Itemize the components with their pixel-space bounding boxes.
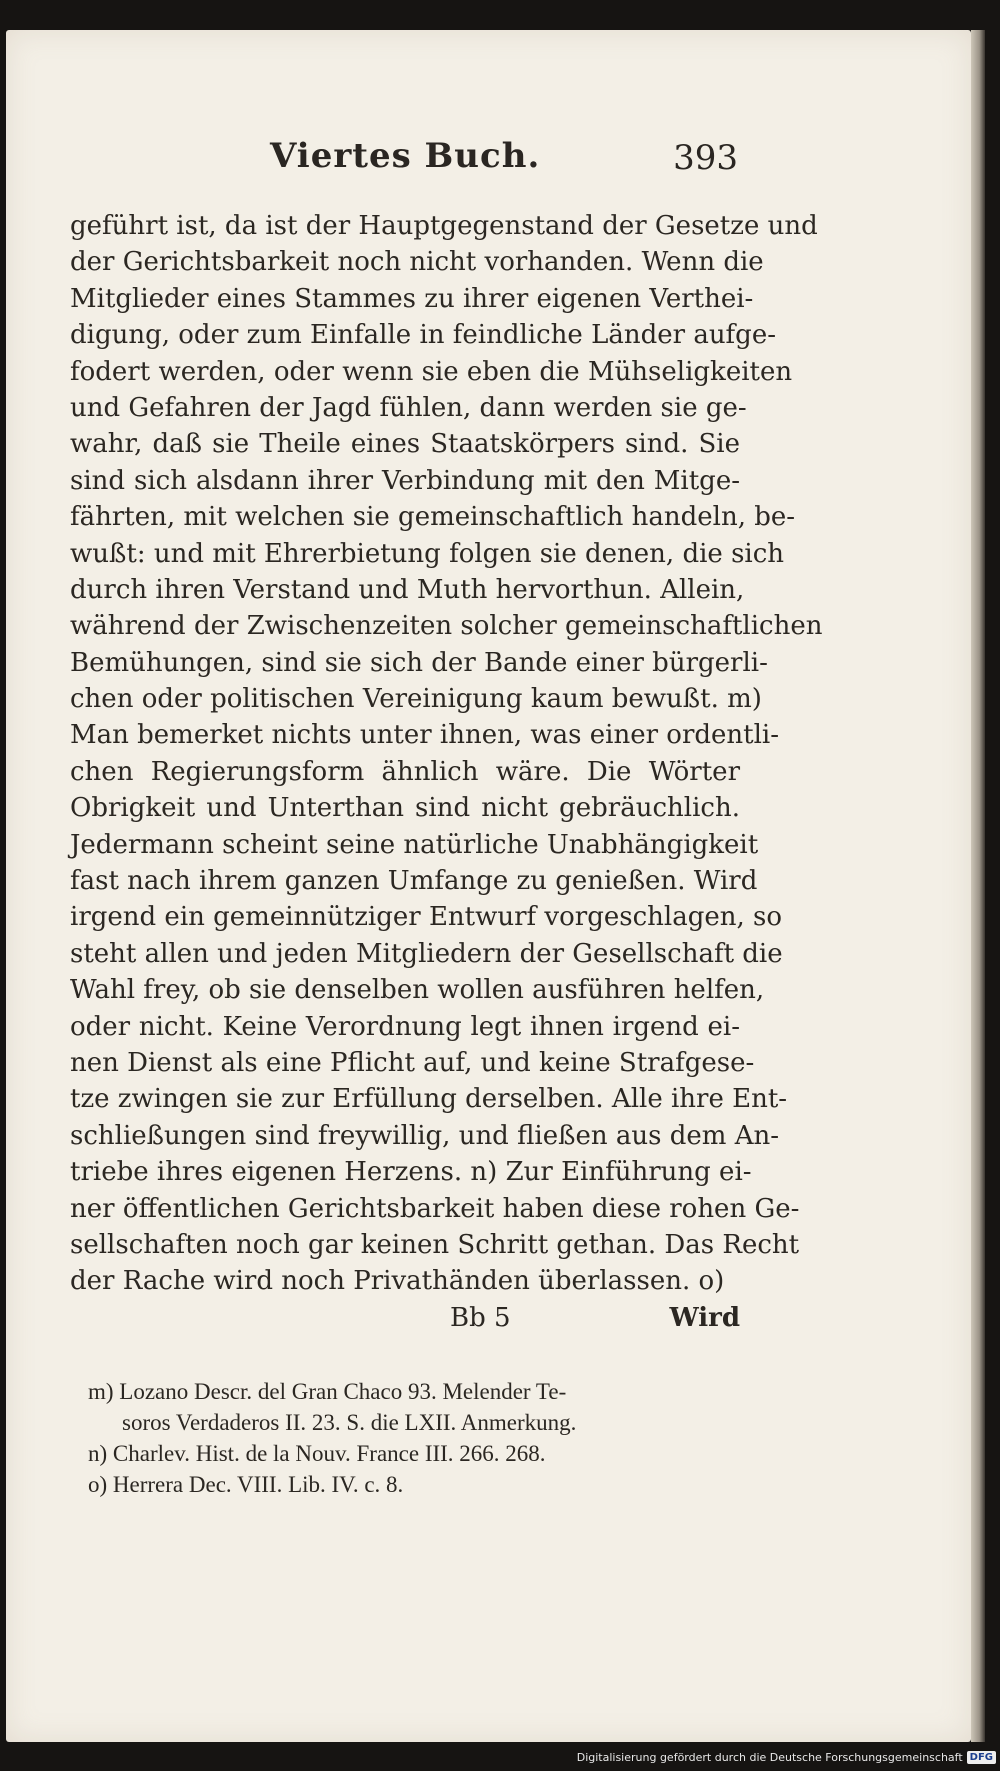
signature-mark: Bb 5	[450, 1303, 511, 1333]
running-header	[70, 136, 738, 186]
dfg-banner-text: Digitalisierung gefördert durch die Deutsche Forschungsgemeinschaft	[576, 1750, 963, 1764]
text-line: der Gerichtsbarkeit noch nicht vorhanden. Wenn die	[70, 247, 764, 278]
text-line: sellschaften noch gar keinen Schritt gethan. Das Recht	[70, 1229, 800, 1260]
text-line: sind sich alsdann ihrer Verbindung mit den Mitge-	[70, 465, 740, 496]
catchword: Wird	[669, 1303, 740, 1333]
footnote-line: o) Herrera Dec. VIII. Lib. IV. c. 8.	[88, 1472, 404, 1497]
running-title: Viertes Buch.	[270, 136, 541, 176]
dfg-banner	[577, 1747, 996, 1767]
text-line: geführt ist, da ist der Hauptgegenstand der Gesetze und	[70, 211, 818, 241]
text-line: chen Regierungsform ähnlich wäre. Die Wörter	[70, 756, 740, 787]
dfg-logo-icon: DFG	[967, 1751, 996, 1764]
text-line: Jedermann scheint seine natürliche Unabhängigkeit	[70, 829, 759, 860]
footnote-line: m) Lozano Descr. del Gran Chaco 93. Melender Te-	[88, 1379, 567, 1404]
main-text-block	[70, 208, 823, 1300]
text-line: fährten, mit welchen sie gemeinschaftlich handeln, be-	[70, 502, 796, 533]
text-line: oder nicht. Keine Verordnung legt ihnen irgend ei-	[70, 1011, 740, 1042]
text-line: fast nach ihrem ganzen Umfange zu genießen. Wird	[70, 866, 758, 897]
text-line: steht allen und jeden Mitgliedern der Gesellschaft die	[70, 938, 783, 969]
text-line: triebe ihres eigenen Herzens. n) Zur Einführung ei-	[70, 1157, 752, 1188]
text-line: wahr, daß sie Theile eines Staatskörpers sind. Sie	[70, 429, 740, 460]
footnotes	[88, 1376, 748, 1500]
text-line: Mitglieder eines Stammes zu ihrer eigenen Verthei-	[70, 283, 754, 314]
text-line: Obrigkeit und Unterthan sind nicht gebräuchlich.	[70, 793, 740, 824]
footnote-line: n) Charlev. Hist. de la Nouv. France III. 266. 268.	[88, 1441, 546, 1466]
text-line: tze zwingen sie zur Erfüllung derselben. Alle ihre Ent-	[70, 1084, 788, 1115]
text-line: ner öffentlichen Gerichtsbarkeit haben diese rohen Ge-	[70, 1193, 800, 1224]
text-line: fodert werden, oder wenn sie eben die Mühseligkeiten	[70, 356, 793, 387]
footnote-line: soros Verdaderos II. 23. S. die LXII. Anmerkung.	[122, 1410, 577, 1435]
page-number: 393	[673, 138, 738, 178]
signature-row	[70, 1303, 740, 1339]
text-line: durch ihren Verstand und Muth hervorthun. Allein,	[70, 574, 745, 605]
text-line: schließungen sind freywillig, und fließen aus dem An-	[70, 1120, 780, 1151]
text-line: chen oder politischen Vereinigung kaum bewußt. m)	[70, 684, 762, 715]
text-line: und Gefahren der Jagd fühlen, dann werden sie ge-	[70, 392, 747, 423]
text-line: digung, oder zum Einfalle in feindliche Länder aufge-	[70, 320, 776, 351]
text-line: Bemühungen, sind sie sich der Bande einer bürgerli-	[70, 647, 768, 678]
text-line: der Rache wird noch Privathänden überlassen. o)	[70, 1266, 725, 1297]
page-edge	[971, 30, 985, 1742]
text-line: Man bemerket nichts unter ihnen, was einer ordentli-	[70, 720, 780, 751]
text-line: Wahl frey, ob sie denselben wollen ausführen helfen,	[70, 975, 765, 1006]
text-line: während der Zwischenzeiten solcher gemeinschaftlichen	[70, 611, 823, 642]
text-line: nen Dienst als eine Pflicht auf, und keine Strafgese-	[70, 1047, 755, 1078]
text-line: wußt: und mit Ehrerbietung folgen sie denen, die sich	[70, 538, 785, 569]
text-line: irgend ein gemeinnütziger Entwurf vorgeschlagen, so	[70, 902, 783, 933]
